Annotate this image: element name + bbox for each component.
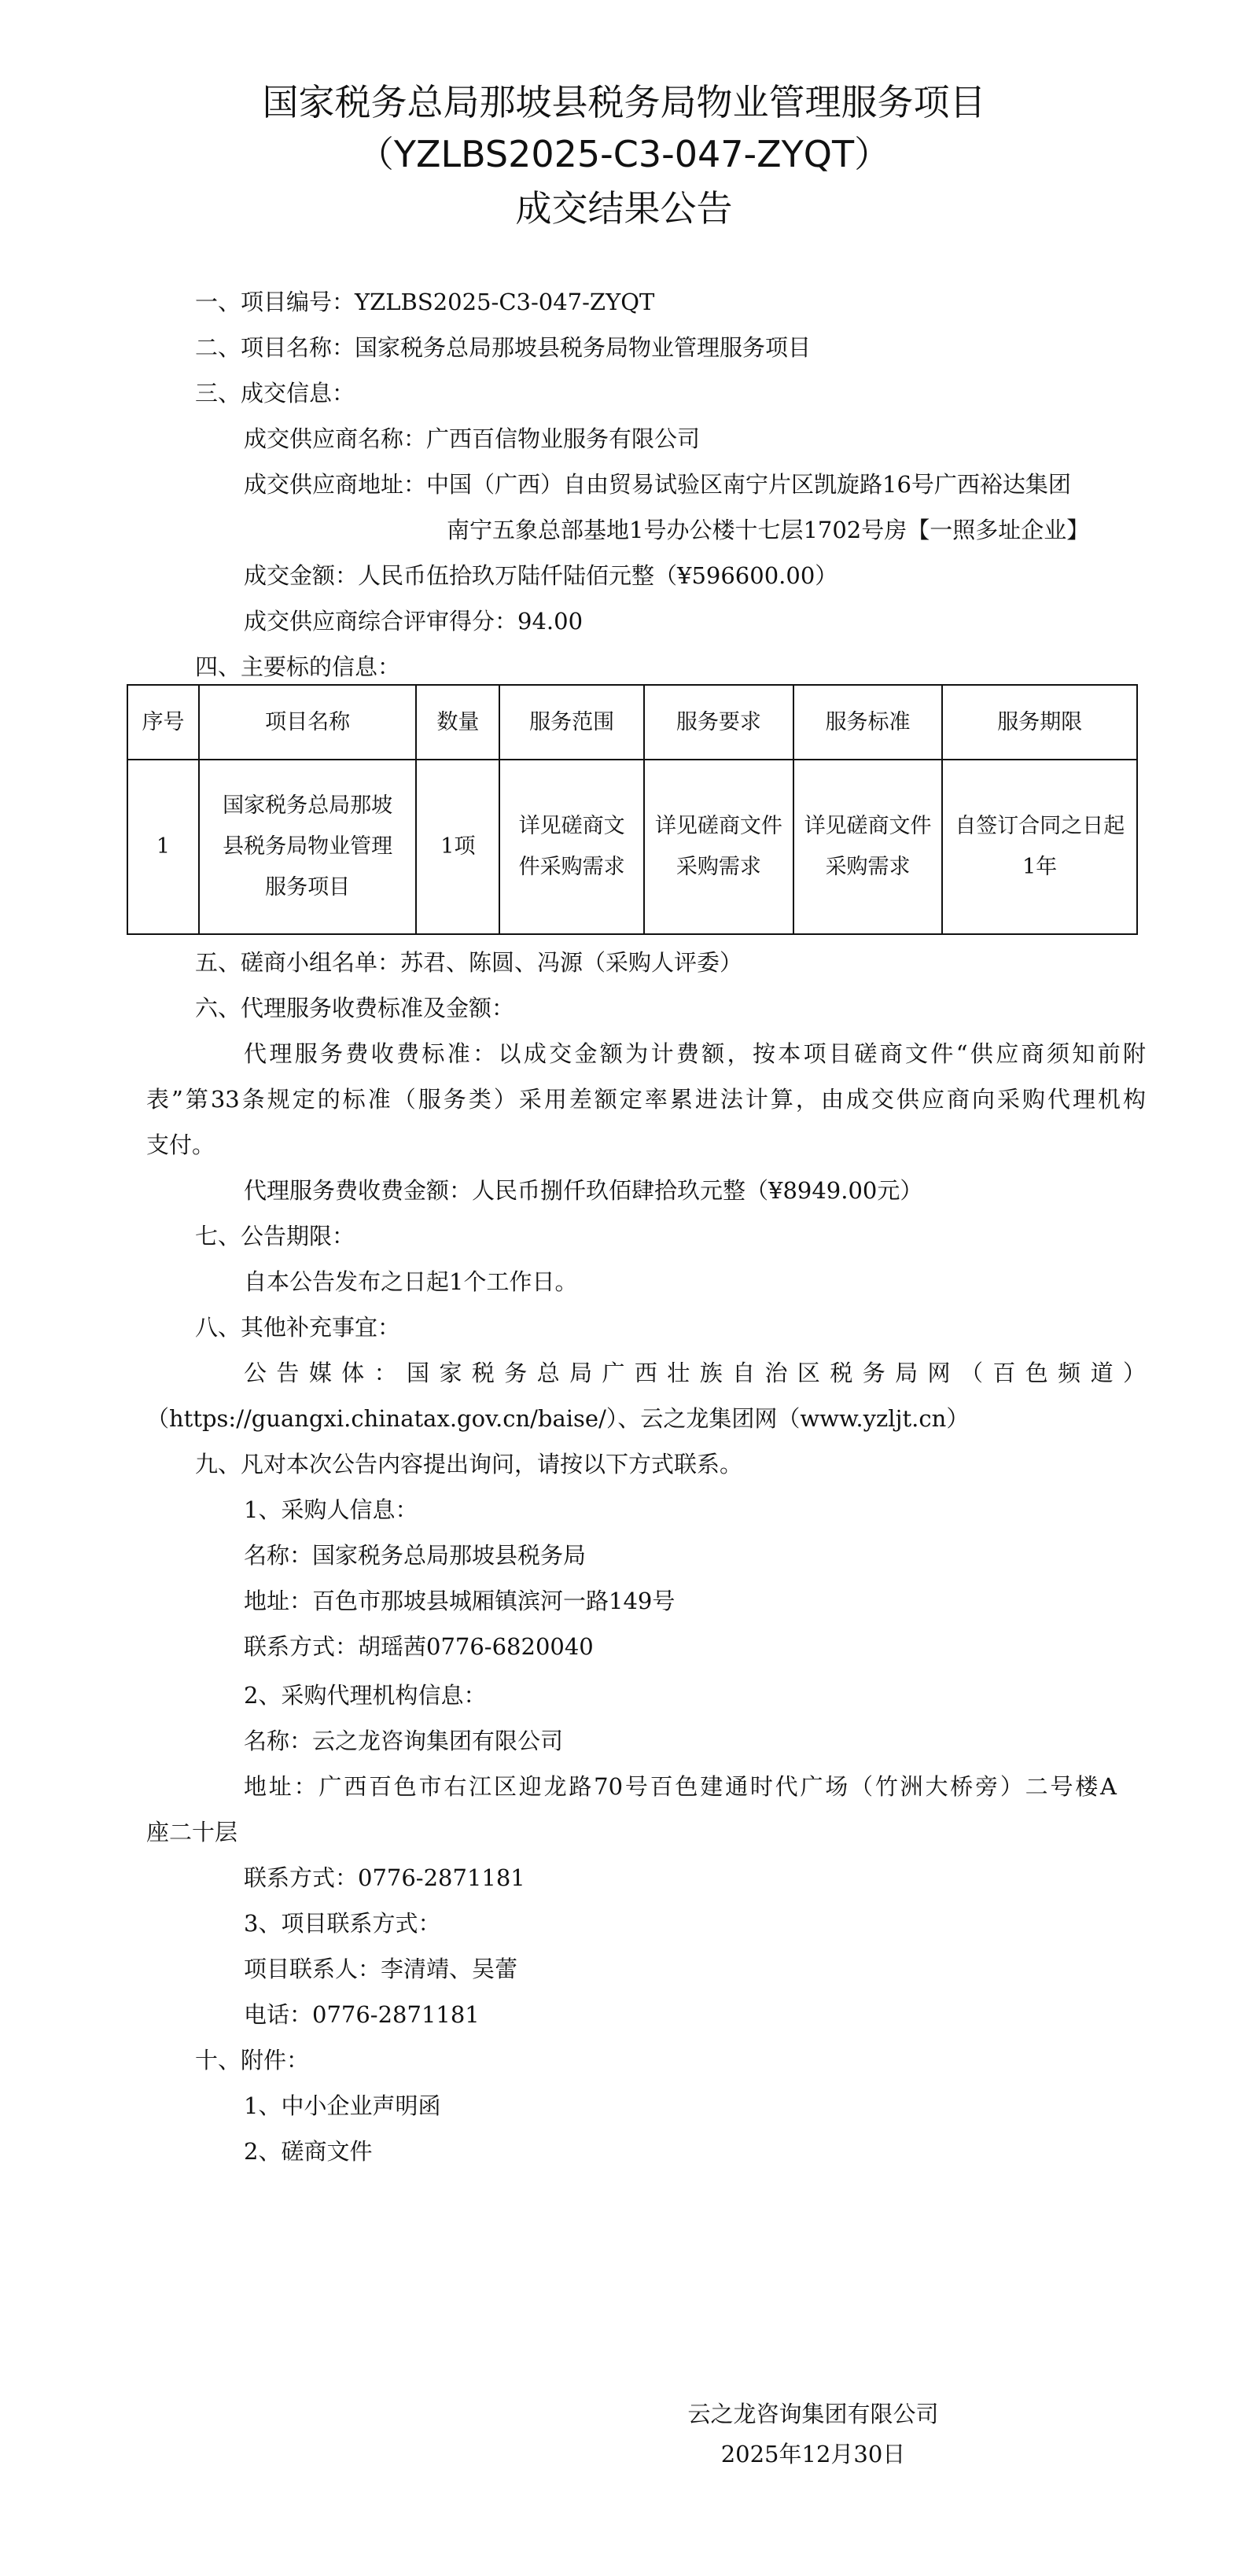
table-cell: 自签订合同之日起1年 xyxy=(942,760,1137,934)
fee-standard-end: 支付。 xyxy=(146,1132,215,1158)
panel-members: 五、磋商小组名单：苏君、陈圆、冯源（采购人评委） xyxy=(195,949,743,976)
fee-standard-cont: 表”第33条规定的标准（服务类）采用差额定率累进法计算，由成交供应商向采购代理机构 xyxy=(146,1086,1146,1113)
title-line-2: （YZLBS2025-C3-047-ZYQT） xyxy=(357,133,891,175)
section-heading: 十、附件： xyxy=(195,2047,310,2074)
table-header: 序号 xyxy=(127,685,199,760)
table-cell: 详见磋商文件采购需求 xyxy=(793,760,943,934)
table-header-row xyxy=(127,685,1137,760)
buyer-address: 地址：百色市那坡县城厢镇滨河一路149号 xyxy=(244,1588,676,1614)
title-line-3: 成交结果公告 xyxy=(515,187,733,230)
section-heading: 八、其他补充事宜： xyxy=(195,1314,401,1341)
project-name: 二、项目名称：国家税务总局那坡县税务局物业管理服务项目 xyxy=(195,334,812,361)
table-header: 项目名称 xyxy=(199,685,417,760)
section-heading: 六、代理服务收费标准及金额： xyxy=(195,995,515,1021)
footer-organization: 云之龙咨询集团有限公司 xyxy=(687,2401,939,2427)
table-header: 数量 xyxy=(416,685,499,760)
supplier-address: 成交供应商地址：中国（广西）自由贸易试验区南宁片区凯旋路16号广西裕达集团 xyxy=(244,471,1071,498)
attachment-link[interactable]: 1、中小企业声明函 xyxy=(244,2092,441,2119)
project-contact-person: 项目联系人：李清靖、吴蕾 xyxy=(244,1956,518,1982)
sub-heading: 2、采购代理机构信息： xyxy=(244,1682,487,1709)
notice-period: 自本公告发布之日起1个工作日。 xyxy=(244,1268,578,1295)
supplier-name: 成交供应商名称：广西百信物业服务有限公司 xyxy=(244,425,701,452)
table-header: 服务期限 xyxy=(942,685,1137,760)
title-line-1: 国家税务总局那坡县税务局物业管理服务项目 xyxy=(262,81,986,123)
footer-date: 2025年12月30日 xyxy=(720,2441,906,2467)
buyer-contact: 联系方式：胡瑶茜0776-6820040 xyxy=(244,1633,594,1660)
notice-media: 公告媒体：国家税务总局广西壮族自治区税务局网（百色频道） xyxy=(244,1360,1146,1386)
project-phone: 电话：0776-2871181 xyxy=(244,2001,480,2028)
agency-name: 名称：云之龙咨询集团有限公司 xyxy=(244,1728,564,1754)
agency-contact: 联系方式：0776-2871181 xyxy=(244,1864,525,1891)
section-heading: 九、凡对本次公告内容提出询问，请按以下方式联系。 xyxy=(195,1451,743,1478)
table-header: 服务范围 xyxy=(499,685,644,760)
table-row xyxy=(127,760,1137,934)
subject-table xyxy=(127,684,1138,935)
table-cell: 1项 xyxy=(416,760,499,934)
notice-media-links: （https://guangxi.chinatax.gov.cn/baise/）、云之龙集团网（www.yzljt.cn） xyxy=(146,1405,970,1432)
section-heading: 四、主要标的信息： xyxy=(195,653,401,680)
table-cell: 详见磋商文件采购需求 xyxy=(499,760,644,934)
attachment-link[interactable]: 2、磋商文件 xyxy=(244,2138,373,2165)
table-header: 服务要求 xyxy=(644,685,793,760)
table-cell: 详见磋商文件采购需求 xyxy=(644,760,793,934)
section-heading: 七、公告期限： xyxy=(195,1223,355,1249)
table-cell: 国家税务总局那坡县税务局物业管理服务项目 xyxy=(199,760,417,934)
buyer-name: 名称：国家税务总局那坡县税务局 xyxy=(244,1542,587,1569)
project-number: 一、项目编号：YZLBS2025-C3-047-ZYQT xyxy=(195,289,655,315)
supplier-score: 成交供应商综合评审得分：94.00 xyxy=(244,608,584,635)
fee-standard: 代理服务费收费标准：以成交金额为计费额，按本项目磋商文件“供应商须知前附 xyxy=(244,1040,1146,1067)
supplier-address-cont: 南宁五象总部基地1号办公楼十七层1702号房【一照多址企业】 xyxy=(447,517,1090,543)
agency-address-cont: 座二十层 xyxy=(146,1819,238,1846)
table-cell: 1 xyxy=(127,760,199,934)
sub-heading: 1、采购人信息： xyxy=(244,1496,418,1523)
fee-amount: 代理服务费收费金额：人民币捌仟玖佰肆拾玖元整（¥8949.00元） xyxy=(244,1177,923,1204)
agency-address: 地址：广西百色市右江区迎龙路70号百色建通时代广场（竹洲大桥旁）二号楼A xyxy=(244,1773,1117,1800)
section-heading: 三、成交信息： xyxy=(195,380,355,407)
deal-amount: 成交金额：人民币伍拾玖万陆仟陆佰元整（¥596600.00） xyxy=(244,562,838,589)
sub-heading: 3、项目联系方式： xyxy=(244,1910,441,1937)
table-header: 服务标准 xyxy=(793,685,943,760)
